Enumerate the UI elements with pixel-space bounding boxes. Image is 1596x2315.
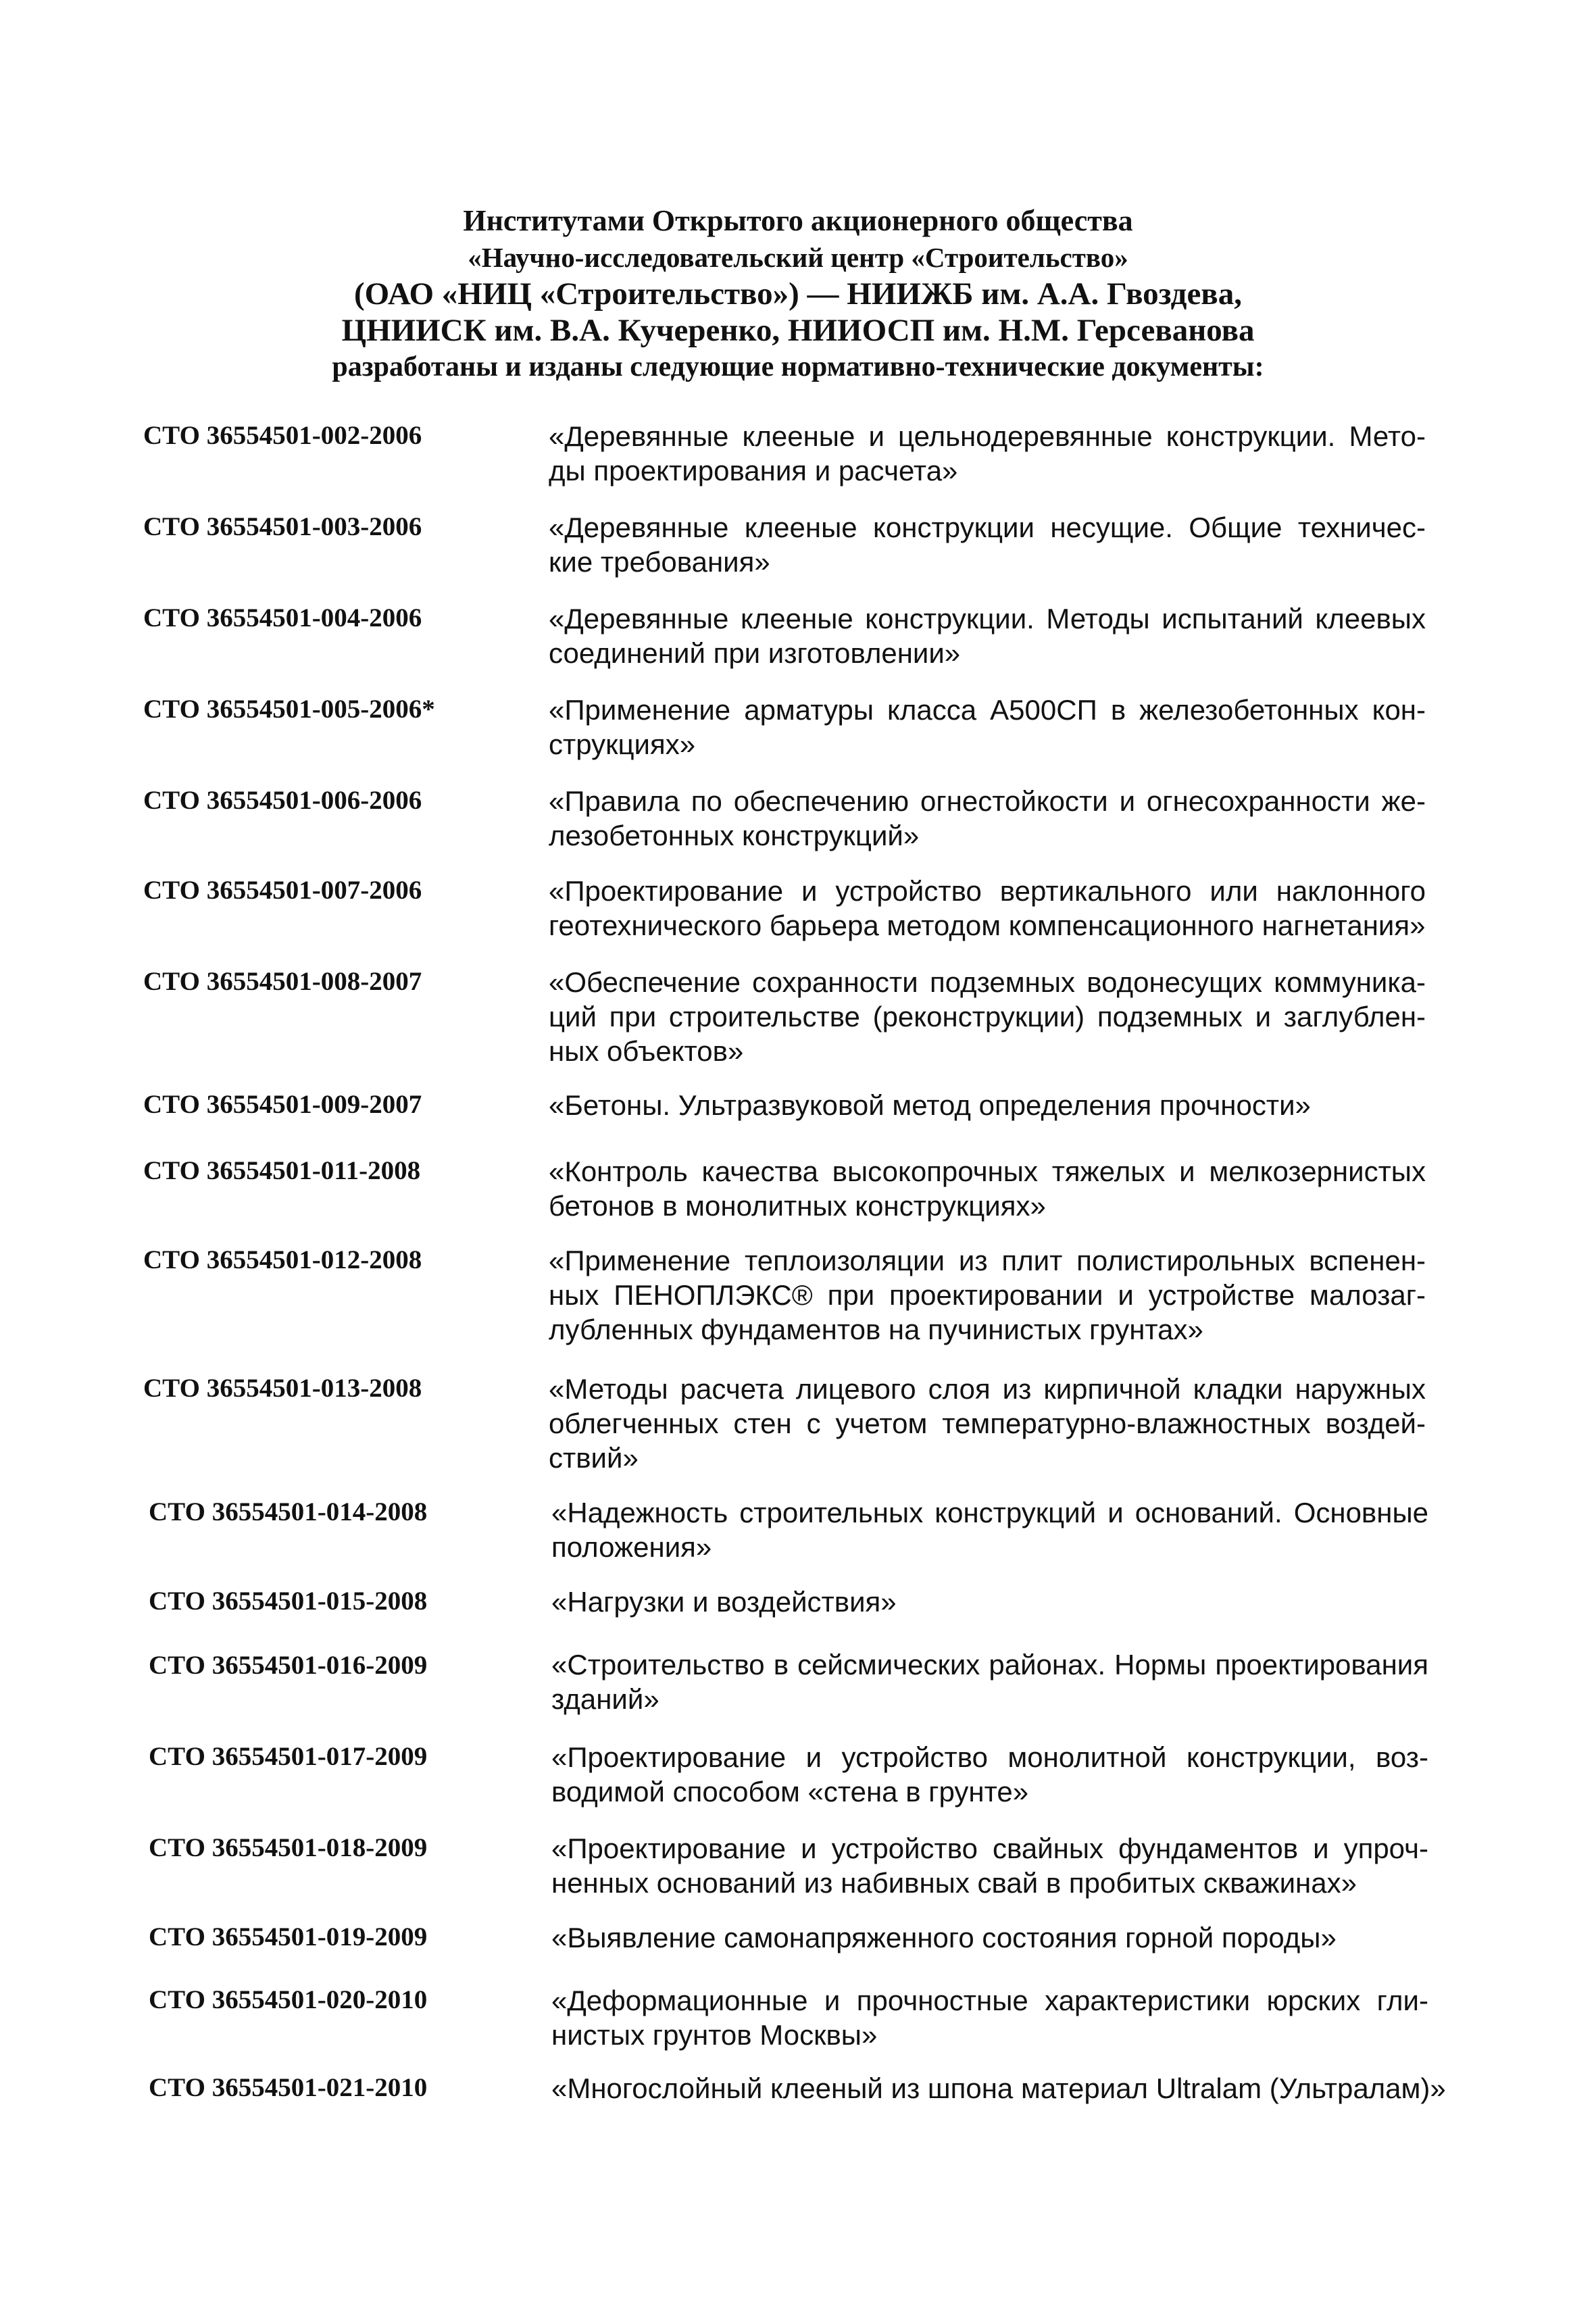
document-title <box>549 874 1426 943</box>
document-title-line: бетонов в монолитных конструкциях» <box>549 1190 1046 1222</box>
document-title-line: «Методы расчета лицевого слоя из кирпичной кладки наружных <box>549 1373 1426 1405</box>
heading-line: Институтами Открытого акционерного общества <box>463 204 1133 237</box>
document-title <box>549 1154 1426 1223</box>
document-title <box>551 2071 1446 2106</box>
document-title-line: «Деревянные клееные конструкции несущие. Общие техничес- <box>549 512 1426 543</box>
document-title-line: «Выявление самонапряженного состояния горной породы» <box>551 1922 1337 1953</box>
document-title <box>551 1831 1428 1900</box>
document-title-line: «Проектирование и устройство монолитной конструкции, воз- <box>551 1741 1428 1773</box>
heading-line: (ОАО «НИЦ «Строительство») — НИИЖБ им. А.А. Гвоздева, <box>354 276 1242 312</box>
document-code: СТО 36554501-018-2009 <box>149 1833 428 1862</box>
document-title-line: «Проектирование и устройство свайных фундаментов и упроч- <box>551 1833 1428 1864</box>
document-title-line: «Применение теплоизоляции из плит полистирольных вспенен- <box>549 1245 1426 1276</box>
document-title-line: «Строительство в сейсмических районах. Нормы проектирования <box>551 1649 1428 1681</box>
document-title <box>551 1920 1428 1955</box>
document-title-line: ствий» <box>549 1442 639 1474</box>
document-title <box>549 965 1426 1068</box>
document-title-line: «Правила по обеспечению огнестойкости и огнесохранности же- <box>549 785 1426 817</box>
document-title <box>549 784 1426 853</box>
document-title-line: лезобетонных конструкций» <box>549 820 920 851</box>
document-title-line: лубленных фундаментов на пучинистых грунтах» <box>549 1314 1203 1345</box>
document-code: СТО 36554501-003-2006 <box>143 512 422 541</box>
document-title-line: «Обеспечение сохранности подземных водонесущих коммуника- <box>549 966 1426 998</box>
heading-line: «Научно-исследовательский центр «Строительство» <box>468 242 1128 273</box>
document-title <box>549 510 1426 579</box>
document-title-line: «Бетоны. Ультразвуковой метод определения прочности» <box>549 1089 1311 1121</box>
document-code: СТО 36554501-021-2010 <box>149 2073 428 2102</box>
document-title <box>549 1372 1426 1475</box>
document-title <box>551 1647 1428 1716</box>
document-title <box>551 1740 1428 1809</box>
document-code: СТО 36554501-014-2008 <box>149 1497 428 1526</box>
heading-line: ЦНИИСК им. В.А. Кучеренко, НИИОСП им. Н.М. Герсеванова <box>341 313 1255 348</box>
document-title-line: водимой способом «стена в грунте» <box>551 1776 1029 1808</box>
document-code: СТО 36554501-007-2006 <box>143 876 422 905</box>
document-code: СТО 36554501-016-2009 <box>149 1651 428 1680</box>
document-title-line: «Деревянные клееные и цельнодеревянные конструкции. Мето- <box>549 420 1426 452</box>
document-title-line: ций при строительстве (реконструкции) подземных и заглублен- <box>549 1001 1426 1032</box>
document-title-line: соединений при изготовлении» <box>549 637 961 669</box>
document-code: СТО 36554501-009-2007 <box>143 1090 422 1119</box>
document-title <box>549 693 1426 762</box>
document-title-line: положения» <box>551 1531 712 1563</box>
document-title-line: «Проектирование и устройство вертикального или наклонного <box>549 875 1426 907</box>
document-title-line: «Контроль качества высокопрочных тяжелых и мелкозернистых <box>549 1155 1426 1187</box>
document-title-line: «Применение арматуры класса А500СП в железобетонных кон- <box>549 694 1426 726</box>
document-title-line: ных ПЕНОПЛЭКС® при проектировании и устройстве малозаг- <box>549 1279 1426 1311</box>
document-code: СТО 36554501-008-2007 <box>143 967 422 996</box>
document-code: СТО 36554501-011-2008 <box>143 1156 421 1185</box>
document-code: СТО 36554501-004-2006 <box>143 603 422 632</box>
document-code: СТО 36554501-005-2006* <box>143 695 435 724</box>
document-title <box>551 1495 1428 1564</box>
document-title <box>549 601 1426 670</box>
document-code: СТО 36554501-006-2006 <box>143 786 422 815</box>
document-code: СТО 36554501-017-2009 <box>149 1742 428 1771</box>
document-title-line: «Деревянные клееные конструкции. Методы испытаний клеевых <box>549 603 1426 634</box>
document-title <box>551 1585 1428 1619</box>
document-title-line: «Деформационные и прочностные характеристики юрских гли- <box>551 1985 1428 2016</box>
document-title <box>549 419 1426 488</box>
document-title-line: «Нагрузки и воздействия» <box>551 1586 897 1618</box>
document-title-line: облегченных стен с учетом температурно-влажностных воздей- <box>549 1408 1426 1439</box>
document-title-line: ненных оснований из набивных свай в пробитых скважинах» <box>551 1867 1357 1899</box>
document-title-line: ных объектов» <box>549 1035 744 1067</box>
document-title-line: «Многослойный клееный из шпона материал Ultralam (Ультралам)» <box>551 2072 1446 2104</box>
document-title-line: ды проектирования и расчета» <box>549 455 958 487</box>
document-title-line: нистых грунтов Москвы» <box>551 2019 878 2051</box>
document-code: СТО 36554501-002-2006 <box>143 421 422 450</box>
document-title-line: «Надежность строительных конструкций и оснований. Основные <box>551 1497 1428 1528</box>
document-title-line: геотехнического барьера методом компенсационного нагнетания» <box>549 910 1426 941</box>
heading-line: разработаны и изданы следующие нормативно-технические документы: <box>332 351 1264 382</box>
document-code: СТО 36554501-020-2010 <box>149 1985 428 2014</box>
document-code: СТО 36554501-013-2008 <box>143 1374 422 1403</box>
document-title <box>549 1243 1426 1347</box>
document-title-line: зданий» <box>551 1683 659 1715</box>
document-title <box>549 1088 1426 1122</box>
document-code: СТО 36554501-012-2008 <box>143 1245 422 1274</box>
document-code: СТО 36554501-019-2009 <box>149 1922 428 1951</box>
document-code: СТО 36554501-015-2008 <box>149 1587 428 1616</box>
document-title-line: струкциях» <box>549 728 696 760</box>
document-title-line: кие требования» <box>549 546 770 578</box>
document-title <box>551 1983 1428 2052</box>
